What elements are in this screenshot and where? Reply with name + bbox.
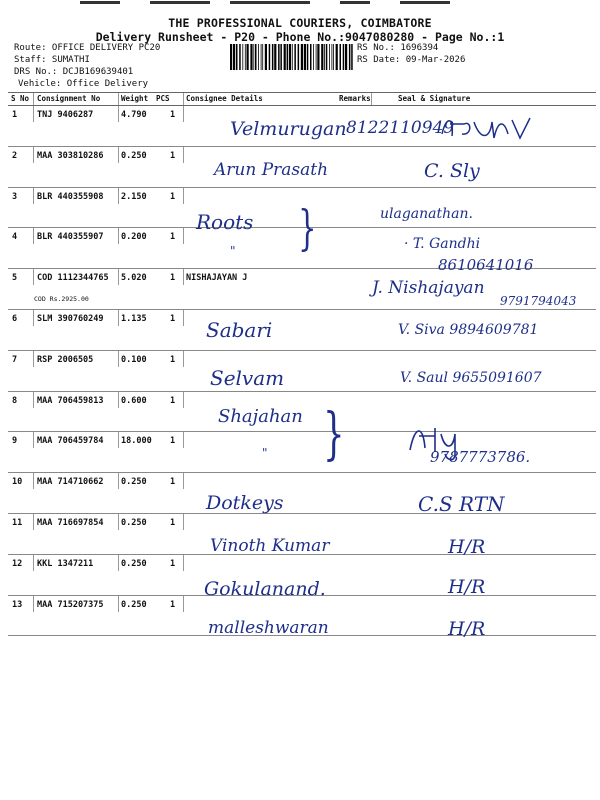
row-pcs: 1: [170, 395, 176, 406]
hand-consignee-9: ": [262, 446, 268, 460]
row-weight: 18.000: [121, 436, 152, 447]
row-sno: 11: [12, 517, 23, 528]
row-consignment: MAA 706459813: [37, 395, 104, 406]
row-sno: 2: [12, 150, 18, 161]
row-pcs: 1: [170, 273, 176, 284]
row-sno: 5: [12, 273, 18, 284]
row-consignment: SLM 390760249: [37, 313, 104, 324]
hand-consignee-1: Velmurugan: [230, 118, 347, 140]
header-consignment: Consignment No: [37, 94, 101, 103]
row-weight: 0.250: [121, 150, 147, 161]
row-weight: 0.250: [121, 599, 147, 610]
row-consignment: MAA 303810286: [37, 150, 104, 161]
signature-row-1: [438, 112, 548, 142]
hand-consignee-4: ": [230, 244, 236, 258]
ditto-brace-shajahan: }: [323, 402, 345, 467]
hand-sign-13: H/R: [448, 618, 486, 640]
hand-consignee-8: Shajahan: [218, 406, 303, 427]
row-sno: 3: [12, 191, 18, 202]
hand-sign-4: · T. Gandhi: [404, 236, 481, 252]
vehicle-label: Vehicle: Office Delivery: [18, 79, 149, 89]
header-consignee: Consignee Details: [186, 94, 263, 103]
row-weight: 2.150: [121, 191, 147, 202]
row-weight: 0.250: [121, 477, 147, 488]
row-weight: 0.250: [121, 517, 147, 528]
row-sno: 8: [12, 395, 18, 406]
row-weight: 1.135: [121, 313, 147, 324]
hand-consignee-2: Arun Prasath: [214, 160, 329, 180]
hand-consignee-11: Vinoth Kumar: [210, 536, 330, 556]
hand-sign-10: C.S RTN: [418, 492, 505, 516]
header-remarks: Remarks: [339, 94, 371, 103]
row-weight: 4.790: [121, 110, 147, 120]
row-weight: 0.600: [121, 395, 147, 406]
row-consignment: MAA 716697854: [37, 517, 104, 528]
row-pcs: 1: [170, 558, 176, 569]
row-consignment: KKL 1347211: [37, 558, 94, 569]
row-weight: 0.200: [121, 232, 147, 243]
row-pcs: 1: [170, 436, 176, 447]
hand-consignee-3: Roots: [196, 210, 254, 234]
row-consignment: MAA 714710662: [37, 477, 104, 488]
row-consignment: MAA 706459784: [37, 436, 104, 447]
hand-sign-12: H/R: [448, 576, 486, 598]
row-pcs: 1: [170, 110, 176, 120]
hand-consignee-7: Selvam: [210, 366, 285, 390]
hand-consignee-13: malleshwaran: [208, 618, 329, 638]
row-consignee: NISHAJAYAN J: [186, 273, 248, 284]
header-sno: S No: [11, 94, 30, 103]
hand-phone-5: 9791794043: [500, 294, 577, 308]
row-pcs: 1: [170, 477, 176, 488]
hand-sign-9: 9787773786.: [430, 448, 531, 466]
hand-consignee-6: Sabari: [206, 318, 273, 342]
hand-consignee-10: Dotkeys: [206, 492, 284, 514]
header-seal: Seal & Signature: [398, 94, 471, 103]
row-sno: 1: [12, 110, 18, 120]
table-row: [8, 473, 596, 514]
row-consignment: TNJ 9406287: [37, 110, 94, 120]
row-weight: 0.250: [121, 558, 147, 569]
row-consignment: MAA 715207375: [37, 599, 104, 610]
row-cod-amount: COD Rs.2925.00: [34, 295, 89, 304]
hand-sign-6: V. Siva 9894609781: [398, 322, 539, 338]
hand-remark-1: 8122110949: [346, 118, 455, 138]
table-header: [8, 92, 596, 106]
row-sno: 7: [12, 354, 18, 365]
runsheet-subtitle: Delivery Runsheet - P20 - Phone No.:9047080280 - Page No.:1: [95, 30, 505, 44]
row-consignment: BLR 440355907: [37, 232, 104, 243]
top-cut-strip: [0, 0, 600, 6]
row-consignment: BLR 440355908: [37, 191, 104, 202]
row-weight: 0.100: [121, 354, 147, 365]
row-pcs: 1: [170, 354, 176, 365]
hand-sign-3: ulaganathan.: [380, 206, 473, 222]
hand-consignee-12: Gokulanand.: [204, 578, 326, 600]
row-weight: 5.020: [121, 273, 147, 284]
rs-number: RS No.: 1696394: [357, 43, 439, 53]
header-weight: Weight: [121, 94, 149, 103]
row-consignment: RSP 2006505: [37, 354, 94, 365]
hand-phone-4: 8610641016: [438, 256, 534, 274]
ditto-brace-roots: }: [298, 200, 317, 256]
row-pcs: 1: [170, 191, 176, 202]
rs-date: RS Date: 09-Mar-2026: [357, 55, 466, 65]
row-sno: 12: [12, 558, 23, 569]
hand-sign-5: J. Nishajayan: [372, 278, 485, 298]
hand-sign-7: V. Saul 9655091607: [400, 370, 542, 386]
row-sno: 13: [12, 599, 23, 610]
row-consignment: COD 1112344765: [37, 273, 109, 284]
row-sno: 10: [12, 477, 23, 488]
row-pcs: 1: [170, 232, 176, 243]
staff-label: Staff: SUMATHI: [14, 55, 90, 65]
barcode-image: [230, 44, 354, 70]
drs-label: DRS No.: DCJB169639401: [14, 67, 134, 77]
row-sno: 6: [12, 313, 18, 324]
row-sno: 4: [12, 232, 18, 243]
hand-sign-11: H/R: [448, 536, 486, 558]
hand-sign-2: C. Sly: [424, 160, 480, 182]
row-pcs: 1: [170, 150, 176, 161]
row-pcs: 1: [170, 599, 176, 610]
row-pcs: 1: [170, 313, 176, 324]
company-title: THE PROFESSIONAL COURIERS, COIMBATORE: [168, 16, 432, 30]
header-pcs: PCS: [156, 94, 170, 103]
row-pcs: 1: [170, 517, 176, 528]
route-label: Route: OFFICE DELIVERY PC20: [14, 43, 161, 53]
row-sno: 9: [12, 436, 18, 447]
